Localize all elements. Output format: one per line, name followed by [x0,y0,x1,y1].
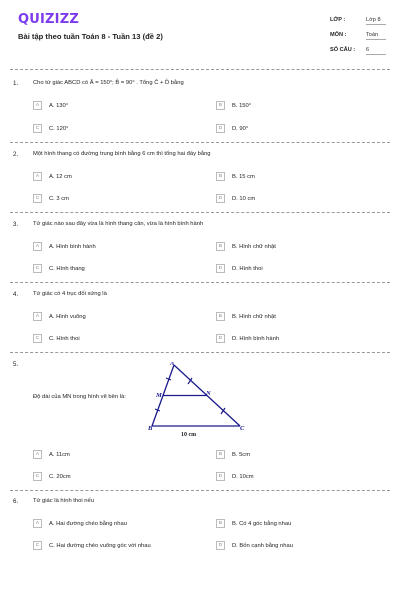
question-text: Tứ giác có 4 trục đối xứng là [33,291,107,297]
base-length-label: 10 cm [181,432,197,438]
option-key-box: B [216,519,225,528]
grade-value: Lớp 8 [366,17,386,25]
question-divider [10,142,390,143]
option-key-box: D [216,194,225,203]
option-key-box: C [33,264,42,273]
option-b[interactable] [216,171,255,182]
option-a[interactable] [33,241,96,252]
option-b[interactable] [216,241,276,252]
page-header [0,0,400,66]
option-text: A. 130° [49,102,69,109]
option-a[interactable] [33,518,127,529]
question-number: 3. [13,221,19,228]
option-key-box: B [216,450,225,459]
option-key-box: A [33,101,42,110]
option-text: C. Hình thoi [49,335,80,342]
option-a[interactable] [33,311,86,322]
option-key-box: B [216,101,225,110]
option-text: C. Hình thang [49,265,85,272]
question-number: 4. [13,291,19,298]
option-text: A. 11cm [49,451,70,458]
option-text: C. 120° [49,125,69,132]
option-c[interactable] [33,193,69,204]
subject-label: MÔN : [330,32,347,38]
option-key-box: A [33,450,42,459]
question-text: Tứ giác nào sau đây vừa là hình thang cân, vừa là hình bình hành [33,221,204,227]
option-b[interactable] [216,311,276,322]
option-text: B. 5cm [232,451,251,458]
option-key-box: B [216,172,225,181]
question-number: 1. [13,80,19,87]
option-b[interactable] [216,449,250,460]
question-text: Cho tứ giác ABCD có Â = 150°; B̂ = 90° . Tổng Ĉ + D̂ bằng [33,80,184,86]
vertex-c-label: C [240,425,245,432]
subject-value: Toán [366,32,386,40]
option-key-box: A [33,172,42,181]
option-key-box: C [33,194,42,203]
question-number: 6. [13,498,19,505]
option-a[interactable] [33,449,70,460]
option-key-box: A [33,242,42,251]
option-text: B. Hình chữ nhật [232,243,276,250]
option-text: C. 20cm [49,473,71,480]
question-count-value: 6 [366,47,386,55]
option-b[interactable] [216,518,291,529]
option-text: D. 90° [232,125,249,132]
page-title: Bài tập theo tuần Toán 8 - Tuần 13 (đề 2) [18,32,163,41]
option-d[interactable] [216,333,279,344]
header-divider [10,69,390,70]
option-key-box: D [216,472,225,481]
question-divider [10,212,390,213]
grade-label: LỚP : [330,17,346,23]
option-text: B. 150° [232,102,252,109]
option-d[interactable] [216,263,263,274]
option-key-box: C [33,334,42,343]
question-divider [10,490,390,491]
option-c[interactable] [33,333,80,344]
option-key-box: D [216,334,225,343]
option-key-box: D [216,541,225,550]
option-text: D. 10cm [232,473,254,480]
option-text: D. Bốn cạnh bằng nhau [232,542,293,549]
option-text: B. Hình chữ nhật [232,313,276,320]
question-divider [10,282,390,283]
option-c[interactable] [33,263,85,274]
triangle-figure [148,362,258,438]
option-key-box: D [216,124,225,133]
option-c[interactable] [33,123,68,134]
option-key-box: A [33,312,42,321]
vertex-b-label: B [148,425,153,432]
vertex-a-label: A [170,362,175,367]
option-d[interactable] [216,540,293,551]
option-a[interactable] [33,100,68,111]
question-number: 2. [13,151,19,158]
option-text: A. Hình bình hành [49,243,96,250]
question-count-label: SỐ CÂU : [330,47,356,53]
option-text: D. Hình bình hành [232,335,280,342]
option-text: C. 3 cm [49,195,69,202]
option-text: D. 10 cm [232,195,256,202]
option-key-box: C [33,541,42,550]
point-n-label: N [206,390,211,397]
option-key-box: A [33,519,42,528]
option-text: A. Hai đường chéo bằng nhau [49,520,127,527]
question-text: Tứ giác là hình thoi nếu [33,498,94,504]
question-text: Độ dài của MN trong hình vẽ bên là: [33,394,126,400]
question-text: Một hình thang có đường trung bình bằng 6 cm thì tổng hai đáy bằng [33,151,211,157]
option-d[interactable] [216,471,254,482]
option-key-box: B [216,242,225,251]
option-text: A. Hình vuông [49,313,86,320]
option-text: B. Có 4 góc bằng nhau [232,520,292,527]
option-b[interactable] [216,100,251,111]
option-key-box: C [33,472,42,481]
option-text: A. 12 cm [49,173,72,180]
option-text: B. 15 cm [232,173,255,180]
question-divider [10,352,390,353]
question-number: 5. [13,361,19,368]
option-a[interactable] [33,171,72,182]
option-key-box: C [33,124,42,133]
option-c[interactable] [33,540,151,551]
quizizz-logo: QUIZIZZ [18,12,79,27]
option-d[interactable] [216,193,255,204]
point-m-label: M [156,392,162,399]
option-c[interactable] [33,471,71,482]
option-key-box: B [216,312,225,321]
option-d[interactable] [216,123,248,134]
option-text: C. Hai đường chéo vuông góc với nhau [49,542,151,549]
option-key-box: D [216,264,225,273]
option-text: D. Hình thoi [232,265,263,272]
